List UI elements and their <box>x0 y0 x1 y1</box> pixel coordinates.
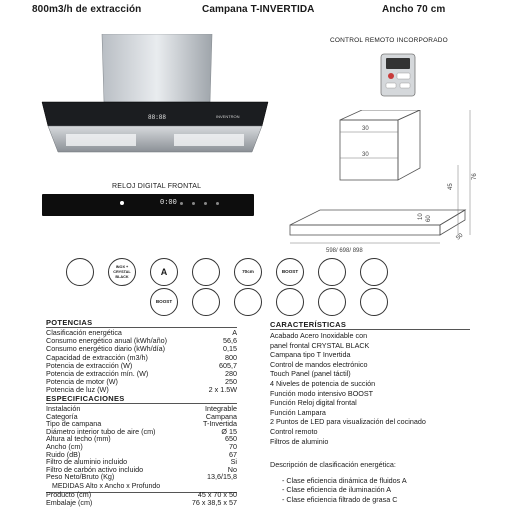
row-label: Filtro de carbón activo incluido <box>46 464 144 474</box>
finish-icon: INOX + CRYSTAL BLACK <box>108 258 136 286</box>
hood-shape-icon <box>66 258 94 286</box>
dim-side-b: 60 <box>426 215 432 222</box>
remote-image <box>378 52 418 98</box>
grease-filter-icon <box>360 288 388 316</box>
button-dot-4 <box>216 202 219 205</box>
row-label: Instalación <box>46 404 81 413</box>
list-item: Control de mandos electrónico <box>270 359 368 369</box>
clock-icon <box>360 258 388 286</box>
clock-title: RELOJ DIGITAL FRONTAL <box>112 183 202 190</box>
list-item: 2 Puntos de LED para visualización del cocinado <box>270 417 426 427</box>
dim-chimney: 30 <box>362 152 369 158</box>
dimension-diagram <box>280 110 480 260</box>
boost-2-icon: BOOST <box>150 288 178 316</box>
especificaciones-title: ESPECIFICACIONES <box>46 394 125 403</box>
row-label: Embalaje (cm) <box>46 498 93 508</box>
row-label: Consumo energético diario (kWh/día) <box>46 344 166 354</box>
list-item: Acabado Acero Inoxidable con <box>270 331 368 340</box>
row-value: A <box>232 328 237 337</box>
row-value: T-Invertida <box>203 419 237 429</box>
row-label: Categoría <box>46 411 78 421</box>
potencias-title: POTENCIAS <box>46 318 93 327</box>
row-value: 2 x 1.5W <box>208 385 237 395</box>
dim-depth: 50 <box>455 232 465 242</box>
width-heading: Ancho 70 cm <box>382 4 446 15</box>
hood-brand-label: INVENTRON <box>216 114 240 119</box>
row-value: 13,6/15,8 <box>207 472 237 482</box>
caracteristicas-title: CARACTERÍSTICAS <box>270 320 347 329</box>
list-item: - Clase eficiencia de iluminación A <box>282 485 392 495</box>
dim-top: 30 <box>362 126 369 132</box>
row-label: Altura al techo (mm) <box>46 434 111 444</box>
row-value: 650 <box>225 434 237 444</box>
width-icon: 70cm <box>234 258 262 286</box>
row-label: Consumo energético anual (kWh/año) <box>46 336 168 346</box>
caracteristicas-divider <box>270 329 470 330</box>
row-value: 280 <box>225 369 237 378</box>
hood-image <box>40 34 270 159</box>
row-value: Ø 15 <box>221 426 237 436</box>
row-value: 76 x 38,5 x 57 <box>191 498 237 508</box>
indicator-dot <box>120 201 124 205</box>
led-icon <box>276 288 304 316</box>
strip-clock-display: 0:00 <box>160 199 177 207</box>
list-item: Control remoto <box>270 427 318 436</box>
row-label: Potencia de extracción mín. (W) <box>46 369 149 378</box>
touch-icon <box>234 288 262 316</box>
list-item: panel frontal CRYSTAL BLACK <box>270 340 370 350</box>
row-label: Diámetro interior tubo de aire (cm) <box>46 426 156 436</box>
remote-icon <box>318 288 346 316</box>
row-label: Filtro de aluminio incluido <box>46 457 128 467</box>
clock-strip <box>42 194 254 216</box>
row-label: Clasificación energética <box>46 328 122 337</box>
list-item: Función Reloj digital frontal <box>270 398 357 408</box>
row-label: Ruido (dB) <box>46 449 81 459</box>
row-value: Campana <box>205 411 237 421</box>
row-label: Ancho (cm) <box>46 442 83 451</box>
energy-class-icon: A <box>150 258 178 286</box>
button-dot-3 <box>204 202 207 205</box>
row-label: Potencia de extracción (W) <box>46 360 133 370</box>
table-row <box>46 499 237 507</box>
dim-side-a: 10 <box>418 213 424 220</box>
list-item: - Clase eficiencia filtrado de grasa C <box>282 494 398 504</box>
dim-height-76: 76 <box>472 173 478 180</box>
row-value: 45 x 70 x 50 <box>197 490 237 499</box>
row-value: 70 <box>229 442 237 451</box>
list-item: Filtros de aluminio <box>270 436 329 446</box>
list-item: Campana tipo T Invertida <box>270 350 351 360</box>
row-label: Potencia de luz (W) <box>46 385 109 395</box>
extraction-heading: 800m3/h de extracción <box>32 4 142 15</box>
row-label: Potencia de motor (W) <box>46 377 118 387</box>
remote-title: CONTROL REMOTO INCORPORADO <box>330 37 448 44</box>
button-dot-1 <box>180 202 183 205</box>
list-item: Touch Panel (panel táctil) <box>270 369 351 379</box>
row-value: Integrable <box>205 404 237 413</box>
timer-icon <box>192 288 220 316</box>
button-dot-2 <box>192 202 195 205</box>
row-value: 56,6 <box>223 336 237 346</box>
row-value: No <box>227 464 237 474</box>
boost-icon: BOOST <box>276 258 304 286</box>
list-item: 4 Niveles de potencia de succión <box>270 379 376 388</box>
hood-clock-display: 88:88 <box>148 114 167 121</box>
row-value: 250 <box>225 377 237 387</box>
row-label: Peso Neto/Bruto (Kg) <box>46 472 115 482</box>
row-value: 605,7 <box>219 360 237 370</box>
medidas-title: MEDIDAS Alto x Ancho x Profundo <box>52 483 161 490</box>
lamp-icon <box>192 258 220 286</box>
filter-icon <box>318 258 346 286</box>
row-value: 0,15 <box>223 344 237 354</box>
row-label: Producto (cm) <box>46 490 92 499</box>
model-heading: Campana T-INVERTIDA <box>202 4 315 15</box>
row-label: Tipo de campana <box>46 419 102 429</box>
list-item: - Clase eficiencia dinámica de fluidos A <box>282 476 407 485</box>
energy-description-title: Descripción de clasificación energética: <box>270 460 396 469</box>
table-row <box>46 473 237 481</box>
row-label: Capacidad de extracción (m3/h) <box>46 352 148 362</box>
dim-height-45: 45 <box>448 183 454 190</box>
row-value: 800 <box>225 352 237 362</box>
list-item: Función Lampara <box>270 407 326 417</box>
row-value: 67 <box>229 449 237 459</box>
dim-width: 598/ 698/ 898 <box>326 248 363 254</box>
row-value: Si <box>230 457 237 467</box>
list-item: Función modo intensivo BOOST <box>270 388 374 398</box>
